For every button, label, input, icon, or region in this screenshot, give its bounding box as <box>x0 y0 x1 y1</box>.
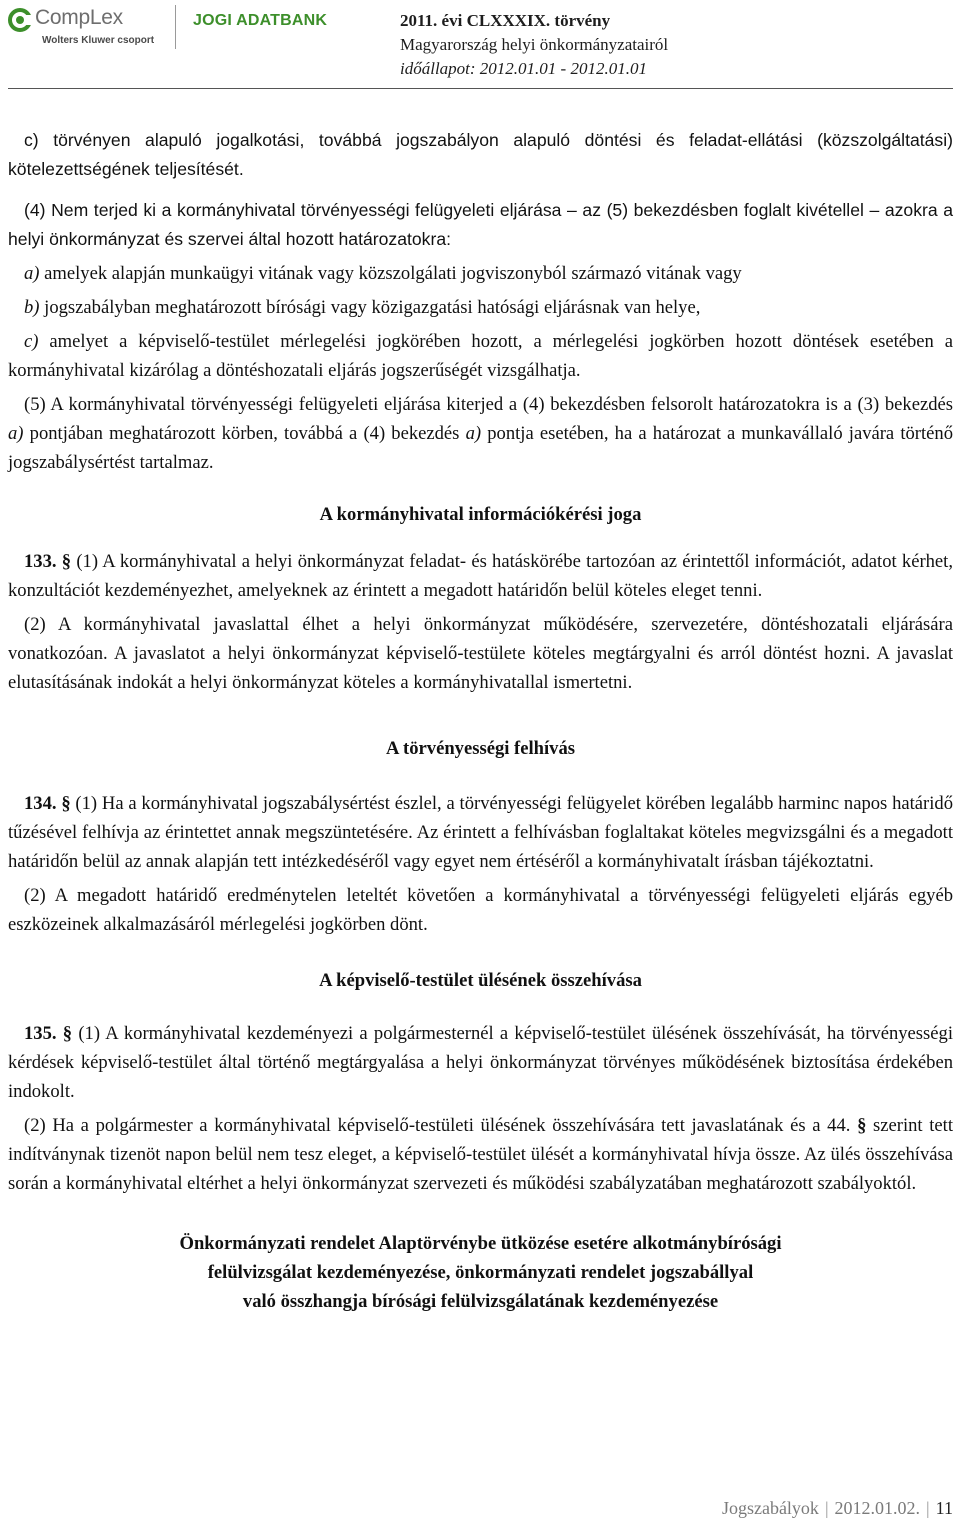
paragraph-5-mark-b: a) <box>465 423 482 444</box>
section-133-number: 133. <box>24 551 57 572</box>
document-subtitle: Magyarország helyi önkormányzatairól <box>400 35 669 54</box>
footer-date: 2012.01.02. <box>834 1498 921 1518</box>
paragraph-p1 <box>8 126 953 184</box>
footer-separator: | <box>926 1498 930 1518</box>
point-4b <box>8 293 953 322</box>
paragraph-4-text: (4) Nem terjed ki a kormányhivatal törvényességi felügyeleti eljárása – az (5) bekezdésben foglalt kivétellel – azokra a helyi önkormányzat és szervei által hozott határozatokra: <box>8 200 953 249</box>
point-4c <box>8 327 953 385</box>
section-135-2-text-b: szerint tett indítványnak tizenöt napon belül nem tesz eleget, a képviselő-testület ülését a kormányhivatal hívja össze. Az ülés összehívása során a kormányhivatal eltérhet a helyi önkormányzat szervezeti és működési szabályzatában meghatározott szabályoktól. <box>8 1115 953 1194</box>
section-135-sign: § <box>62 1023 73 1044</box>
jogi-adatbank-logo: JOGI ADATBANK <box>193 12 328 29</box>
section-133-2 <box>8 610 953 697</box>
paragraph-5-mark-a: a) <box>8 423 24 444</box>
paragraph-p1-text: c) törvényen alapuló jogalkotási, továbbá jogszabályon alapuló döntési és feladat-ellátási (közszolgáltatási) kötelezettségének teljesítését. <box>8 130 953 179</box>
section-135-2 <box>8 1111 953 1198</box>
page-number: 11 <box>935 1498 953 1518</box>
page-header <box>0 0 960 100</box>
heading-constitutional-review-line-3: való összhangja bírósági felülvizsgálatának kezdeményezése <box>242 1291 719 1312</box>
point-4a-text: amelyek alapján munkaügyi vitának vagy közszolgálati jogviszonyból származó vitának vagy <box>39 263 742 284</box>
section-135-1-text: (1) A kormányhivatal kezdeményezi a polgármesternél a képviselő-testület ülésének összehívását, ha törvényességi kérdések képviselő-testület által történő megtárgyalása a helyi önkormányzat törvényes működésének biztosítása érdekében indokolt. <box>8 1023 953 1102</box>
point-4b-text: jogszabályban meghatározott bírósági vagy közigazgatási hatósági eljárásnak van helye, <box>39 297 701 318</box>
heading-legality-call: A törvényességi felhívás <box>385 738 575 759</box>
document-state-date: időállapot: 2012.01.01 - 2012.01.01 <box>400 59 647 78</box>
heading-session-convening: A képviselő-testület ülésének összehívása <box>319 970 642 991</box>
paragraph-5-text-a: (5) A kormányhivatal törvényességi felügyeleti eljárása kiterjed a (4) bekezdésben felsorolt határozatokra is a (3) bekezdés <box>24 394 953 415</box>
section-134-1 <box>8 789 953 876</box>
header-divider <box>8 88 953 89</box>
complex-logo-subtitle: Wolters Kluwer csoport <box>42 35 155 46</box>
point-4b-mark: b) <box>24 297 40 318</box>
section-135-2-sign: § <box>857 1115 867 1136</box>
section-133-2-text: (2) A kormányhivatal javaslattal élhet a helyi önkormányzat működésére, szervezetére, döntéshozatali eljárására vonatkozóan. A javaslatot a helyi önkormányzat képviselő-testülete köteles megtárgyalni és arról döntést hozni. A javaslat elutasításának indokát a helyi önkormányzat köteles a kormányhivatallal ismertetni. <box>8 614 953 693</box>
heading-constitutional-review-line-1: Önkormányzati rendelet Alaptörvénybe ütközése esetére alkotmánybírósági <box>179 1233 782 1254</box>
heading-constitutional-review-line-2: felülvizsgálat kezdeményezése, önkormányzati rendelet jogszabállyal <box>207 1262 754 1283</box>
complex-logo-name: CompLex <box>35 6 123 29</box>
page-footer <box>560 1498 953 1519</box>
paragraph-4 <box>8 196 953 254</box>
point-4a-mark: a) <box>24 263 40 284</box>
logo-divider <box>175 5 176 49</box>
point-4c-mark: c) <box>24 331 39 352</box>
section-134-sign: § <box>61 793 71 814</box>
paragraph-5 <box>8 390 953 477</box>
point-4c-text: amelyet a képviselő-testület mérlegelési jogkörében hozott, a mérlegelési jogkörben hozott döntések esetében a kormányhivatal kizárólag a döntéshozatali eljárás jogszerűségét vizsgálhatja. <box>8 331 953 381</box>
section-133-sign: § <box>61 551 72 572</box>
section-133-1-text: (1) A kormányhivatal a helyi önkormányzat feladat- és hatáskörébe tartozóan az érintettől információt, adatot kérhet, konzultációt kezdeményezhet, amelyeknek az érintett a megadott határidőn belül köteles eleget tenni. <box>8 551 953 601</box>
point-4a <box>8 259 953 288</box>
footer-separator: | <box>824 1498 829 1518</box>
document-body <box>8 126 953 1316</box>
document-title: 2011. évi CLXXXIX. törvény <box>400 11 611 30</box>
section-135-number: 135. <box>24 1023 57 1044</box>
paragraph-5-text-b: pontjában meghatározott körben, továbbá a (4) bekezdés <box>23 423 466 444</box>
section-134-2-text: (2) A megadott határidő eredménytelen leteltét követően a kormányhivatal a törvényességi felügyeleti eljárás egyéb eszközeinek alkalmazásáról mérlegelési jogkörben dönt. <box>8 885 953 935</box>
heading-information-request: A kormányhivatal információkérési joga <box>319 504 642 525</box>
heading-constitutional-review <box>8 1229 953 1316</box>
section-134-1-text: (1) Ha a kormányhivatal jogszabálysértést észlel, a törvényességi felügyelet körében legalább harminc napos határidő tűzésével felhívja az érintettet annak megszüntetésére. Az érintett a felhívásban foglaltakat köteles megvizsgálni és a megadott határidőn belül az annak alapján tett intézkedéséről vagy egyet nem értéséről a kormányhivatalt írásban tájékoztatni. <box>8 793 953 872</box>
section-134-2 <box>8 881 953 939</box>
document-meta <box>400 9 700 81</box>
section-135-1 <box>8 1019 953 1106</box>
section-133-1 <box>8 547 953 605</box>
section-135-2-text-a: (2) Ha a polgármester a kormányhivatal képviselő-testületi ülésének összehívására tett javaslatának és a 44. <box>24 1115 858 1136</box>
complex-logo <box>8 6 168 56</box>
complex-logo-mark-icon <box>8 8 32 32</box>
section-134-number: 134. <box>24 793 57 814</box>
paragraph-5-text-c: pontja esetében, ha a határozat a munkavállaló javára történő jogszabálysértést tartalmaz. <box>8 423 954 473</box>
footer-label: Jogszabályok <box>721 1498 819 1518</box>
